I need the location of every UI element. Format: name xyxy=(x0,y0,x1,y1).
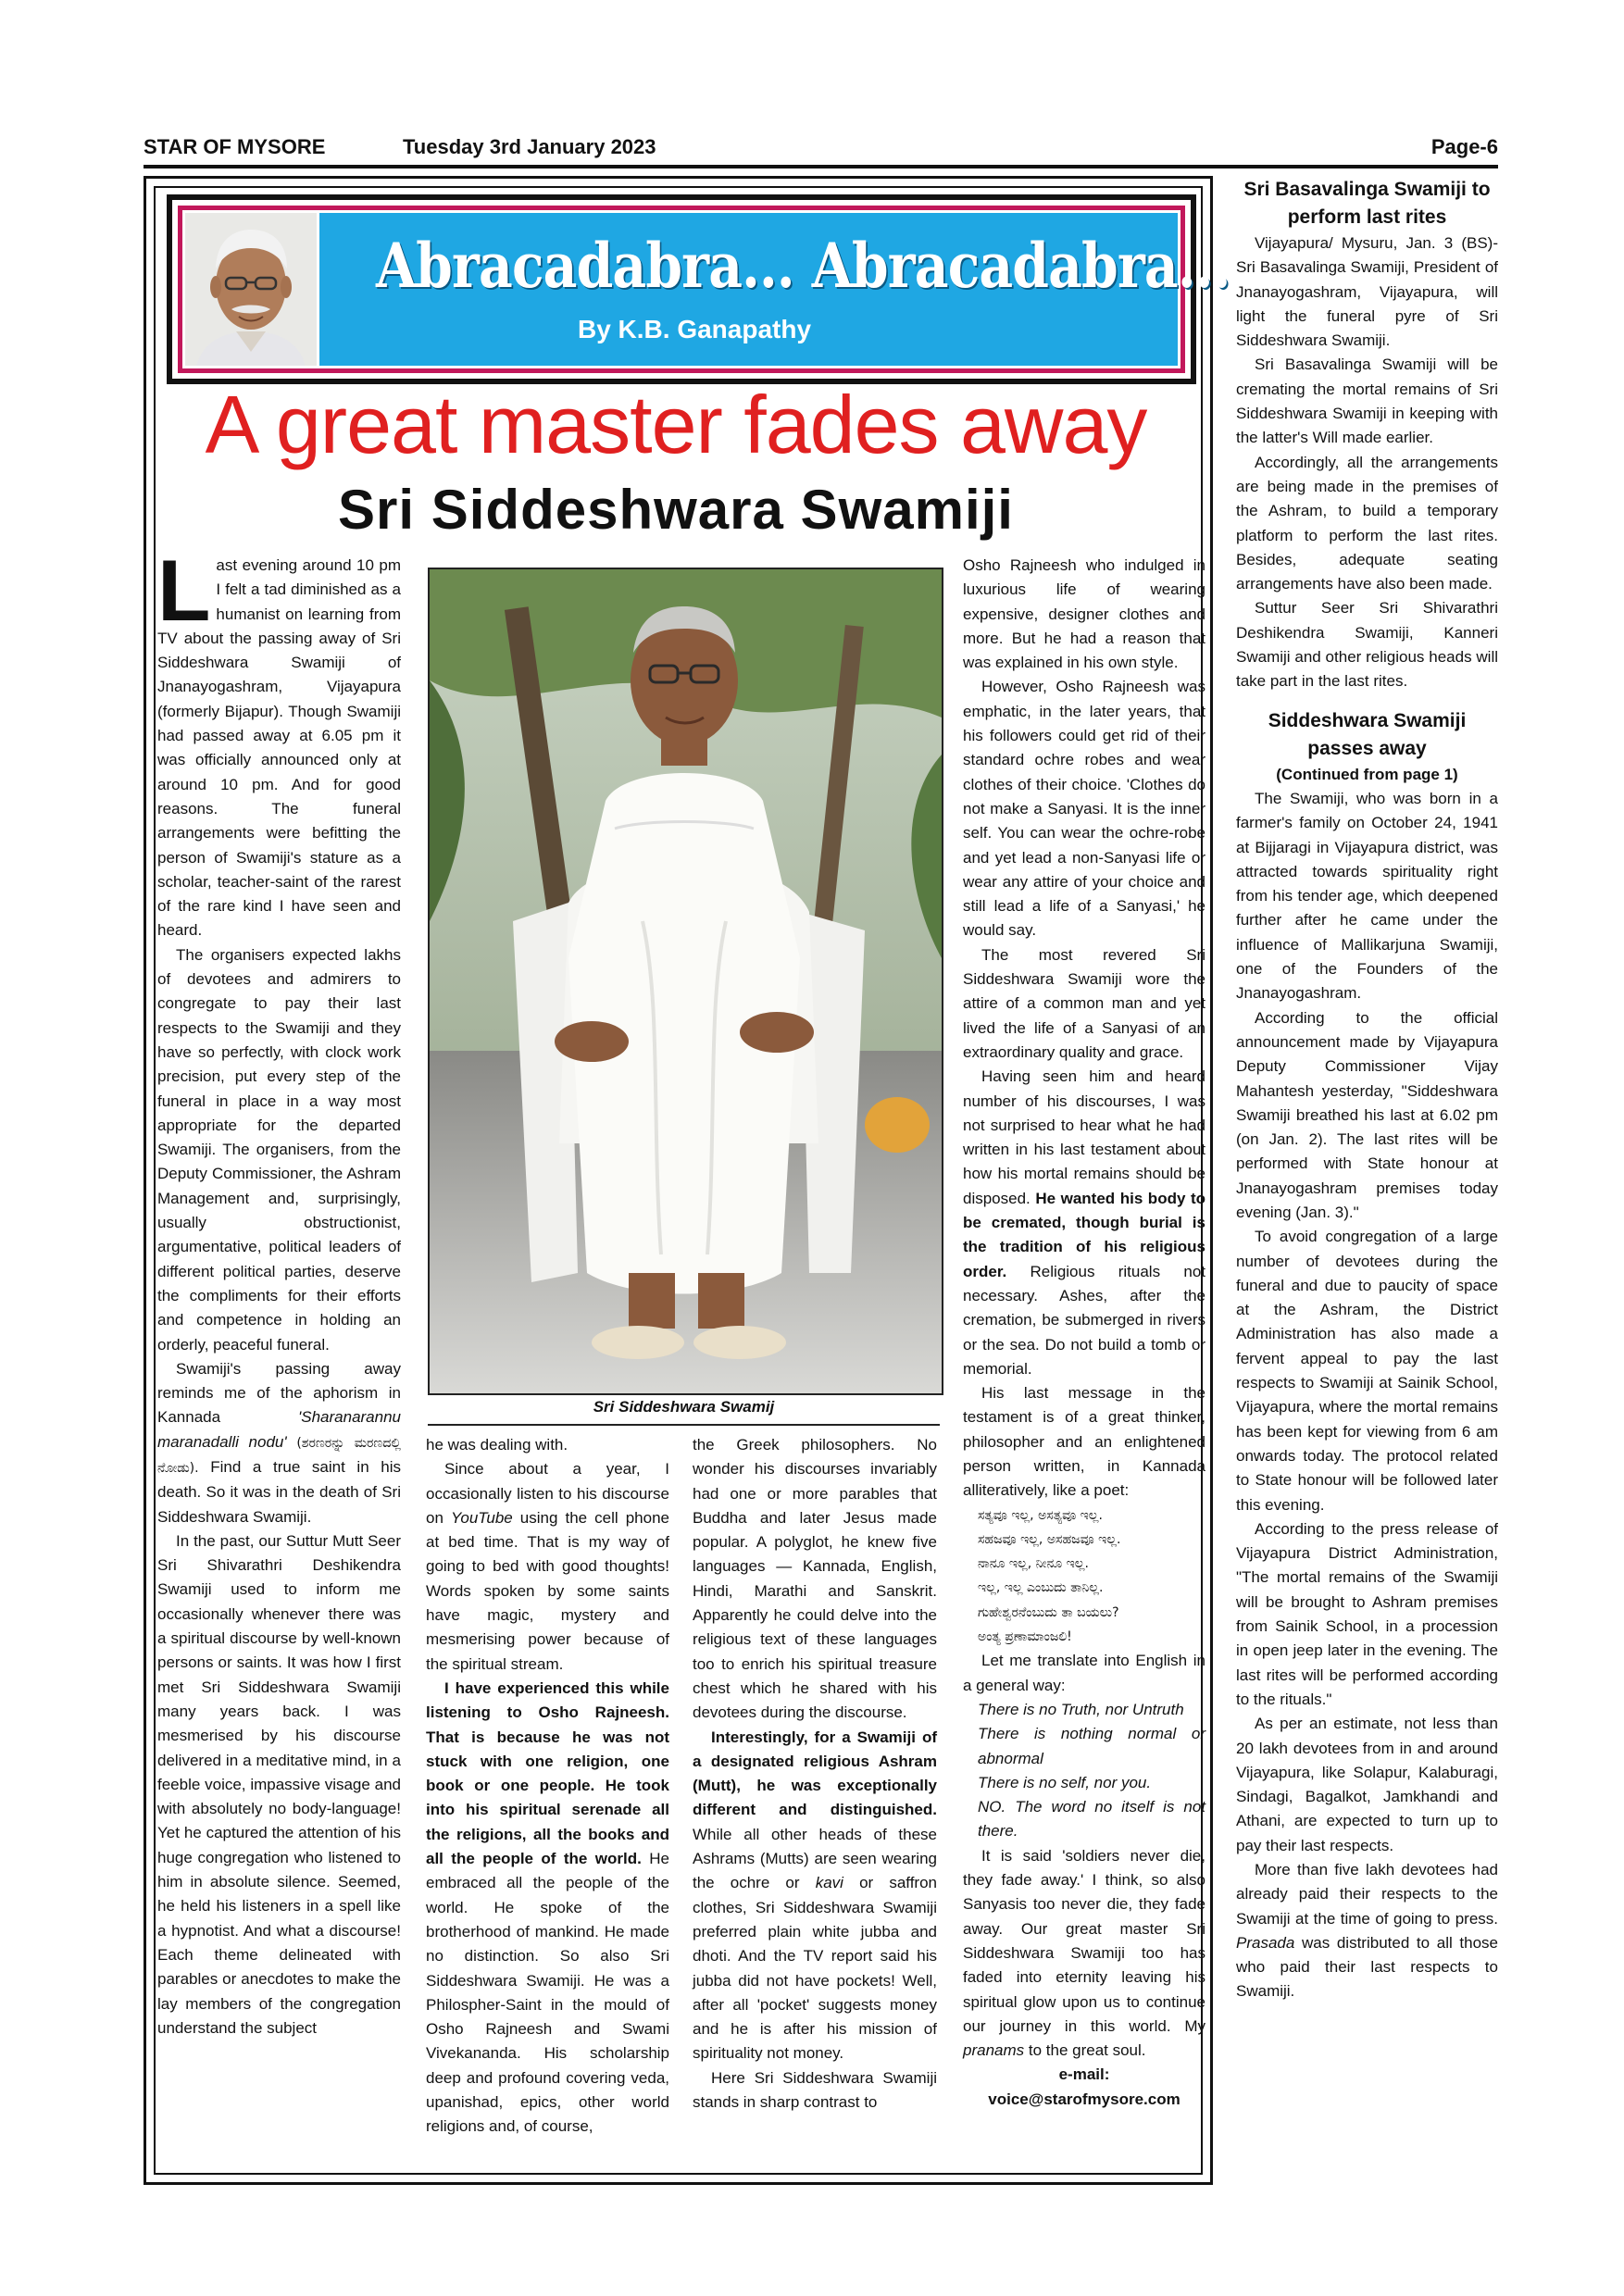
paragraph: However, Osho Rajneesh was emphatic, in the later years, that his followers could get rid of their standard ochre robes and wear clothes of their choice. 'Clothes do not make a Sanyasi. It is the inner self. You can wear the ochre-robe and yet lead a non-Sanyasi life or wear any attire of your choice and still lead a life of a Sanyasi,' he would say. xyxy=(963,678,1206,940)
paragraph: To avoid congregation of a large number of devotees during the funeral and due to paucity of space at the Ashram, the District Administration has also made a fervent appeal to pay the last respects to Swamiji at Sainik School, Vijayapura, where the mortal remains has been kept for viewing from 6 am onwards today. The protocol related to State honour will be followed later this evening. xyxy=(1236,1228,1498,1514)
swamiji-photo xyxy=(428,568,943,1395)
paragraph: According to the official announcement made by Vijayapura Deputy Commissioner Vijay Mahantesh yesterday, "Siddeshwara Swamiji breathed his last at 6.02 pm (on Jan. 2). The last rites will be performed with State honour at Jnanayogashram premises today evening (Jan. 3)." xyxy=(1236,1008,1498,1221)
paragraph: Interestingly, for a Swamiji of a designated religious Ashram (Mutt), he was exceptionally different and distinguished. While all other heads of these Ashrams (Mutts) are seen wearing the ochre or kavi or saffron clothes, Sri Siddeshwara Swamiji preferred plain white jubba and dhoti. And the TV report said his jubba did not have pockets! Well, after all 'pocket' suggests money and he is after his mission of spirituality not money. xyxy=(693,1728,937,2063)
paragraph: Vijayapura/ Mysuru, Jan. 3 (BS)- Sri Basavalinga Swamiji, President of Jnanayogashram, Vijayapura, will light the funeral pyre of Sri Siddeshwara Swamiji. xyxy=(1236,234,1498,350)
continued-note: (Continued from page 1) xyxy=(1276,765,1458,783)
paragraph: Here Sri Siddeshwara Swamiji stands in sharp contrast to xyxy=(693,2068,937,2112)
masthead xyxy=(144,135,1498,163)
paragraph: Osho Rajneesh who indulged in luxurious life of wearing expensive, designer clothes and more. But he had a reason that was explained in his own style. xyxy=(963,556,1206,672)
paragraph: Swamiji's passing away reminds me of the aphorism in Kannada 'Sharanarannu maranadalli nodu' (ಶರಣರನ್ನು ಮರಣದಲ್ಲಿ ನೋಡು). Find a true saint in his death. So it was in the death of Sri Siddeshwara Swamiji. xyxy=(157,1359,401,1526)
paragraph: the Greek philosophers. No wonder his discourses invariably had one or more parables that Buddha and later Jesus made popular. A polyglot, he knew five languages — Kannada, English, Hindi, Marathi and Sanskrit. Apparently he could delve into the religious text of these languages too to enrich his spiritual treasure chest which he shared with his devotees during the discourse. xyxy=(693,1436,937,1722)
paragraph: Suttur Seer Sri Shivarathri Deshikendra Swamiji, Kanneri Swamiji and other religious heads will take part in the last rites. xyxy=(1236,599,1498,691)
masthead-rule xyxy=(144,165,1498,168)
paragraph: Since about a year, I occasionally listen to his discourse on YouTube using the cell phone at bed time. That is my way of going to bed with good thoughts! Words spoken by some saints have magic, mystery and mesmerising power because of the spiritual stream. xyxy=(426,1460,669,1673)
paragraph: The Swamiji, who was born in a farmer's family on October 24, 1941 at Bijjaragi in Vijayapura district, was attracted towards spirituality right from his tender age, which deepened further after he came under the influence of Mallikarjuna Swamiji, one of the Founders of the Jnanayogashram. xyxy=(1236,789,1498,1003)
paragraph: It is said 'soldiers never die, they fade away.' I think, so also Sanyasis too never die, they fade away. Our great master Sri Siddeshwara Swamiji too has faded into eternity leaving his spiritual glow upon us to continue our journey in this world. My pranams to the great soul. xyxy=(963,1846,1206,2060)
english-poem: There is no Truth, nor Untruth There is nothing normal or abnormal There is no self, nor you. NO. The word no itself is not there. xyxy=(978,1700,1206,1841)
paragraph: he was dealing with. xyxy=(426,1436,568,1454)
author-portrait xyxy=(185,213,319,366)
paragraph: The organisers expected lakhs of devotees and admirers to congregate to pay their last respects to the Swamiji and they have so perfectly, with clock work precision, put every step of the funeral in place in a way most appropriate for the departed Swamiji. The organisers, from the Deputy Commissioner, the Ashram Management and, surprisingly, usually obstructionist, argumentative, political leaders of different political parties, deserve the compliments for their efforts and competence in holding an orderly, peaceful funeral. xyxy=(157,945,401,1354)
paragraph: His last message in the testament is of a great thinker, philosopher and an enlightened person written, in Kannada alliteratively, like a poet: xyxy=(963,1384,1206,1500)
paragraph: According to the press release of Vijayapura District Administration, "The mortal remains of the Swamiji will be brought to Ashram premises from Sainik School, in a procession in open jeep later in the evening. The last rites will be performed according to the rituals." xyxy=(1236,1519,1498,1708)
column-title: Abracadabra... Abracadabra... xyxy=(376,230,1230,302)
byline: By K.B. Ganapathy xyxy=(577,315,812,343)
article-column-2 xyxy=(426,1433,669,2140)
drop-cap: L xyxy=(157,542,211,639)
paragraph: I have experienced this while listening to Osho Rajneesh. That is because he was not stuck with one religion, one book or one people. He took into his spiritual serenade all the religions, all the books and all the people of the world. He embraced all the people of the world. He spoke of the brotherhood of mankind. He made no distinction. So also Sri Siddeshwara Swamiji. He was a Philospher-Saint in the mould of Osho Rajneesh and Swami Vivekananda. His scholarship deep and profound covering veda, upanishad, epics, other world religions and, of course, xyxy=(426,1678,669,2136)
page-number: Page-6 xyxy=(1430,135,1498,158)
paragraph: More than five lakh devotees had already paid their respects to the Swamiji at the time of going to press. Prasada was distributed to all those who paid their last respects to Swamiji. xyxy=(1236,1861,1498,2001)
sidebar-story-1-title: Sri Basavalinga Swamiji to perform last rites xyxy=(1243,179,1491,228)
paragraph: Having seen him and heard number of his discourses, I was not surprised to hear what he had written in his last testament about how his mortal remains should be disposed. He wanted his body to be cremated, though burial is the tradition of his religious order. Religious rituals not necessary. Ashes, after the cremation, be submerged in rivers or the sea. Do not build a tomb or memorial. xyxy=(963,1067,1206,1378)
paragraph: Let me translate into English in a general way: xyxy=(963,1652,1206,1694)
caption-rule xyxy=(428,1424,940,1426)
paragraph: In the past, our Suttur Mutt Seer Sri Shivarathri Deshikendra Swamiji used to inform me occasionally whenever there was a spiritual discourse by well-known persons or saints. It was how I first met Sri Siddeshwara Swamiji many years back. I was mesmerised by his discourse delivered in a meditative mind, in a feeble voice, impassive visage and with absolutely no body-language! Yet he captured the attention of his huge congregation who listened to him in absolute silence. Seemed, he held his listeners in a spell like a hypnotist. And what a discourse! Each theme delineated with parables or anecdotes to make the lay members of the congregation understand the subject xyxy=(157,1531,401,2037)
paragraph: The most revered Sri Siddeshwara Swamiji wore the attire of a common man and yet lived the life of a Sanyasi of an extraordinary quality and grace. xyxy=(963,945,1206,1061)
headline: A great master fades away xyxy=(205,379,1147,470)
photo-caption: Sri Siddeshwara Swamij xyxy=(593,1398,775,1416)
article-column-4 xyxy=(963,554,1206,2112)
paragraph: Sri Basavalinga Swamiji will be cremating the mortal remains of Sri Siddeshwara Swamiji in keeping with the latter's Will made earlier. xyxy=(1236,356,1498,447)
column-banner xyxy=(167,194,1230,384)
paragraph: Accordingly, all the arrangements are being made in the premises of the Ashram, to build a temporary platform to perform the last rites. Besides, adequate seating arrangements have also been made. xyxy=(1236,453,1498,593)
paragraph: As per an estimate, not less than 20 lakh devotees from in and around Vijayapura, like Solapur, Kalaburagi, Sindagi, Bagalkot, Jamkhandi and Athani, are expected to turn up to pay their last respects. xyxy=(1236,1715,1498,1854)
kannada-poem: ಸತ್ಯವೂ ಇಲ್ಲ, ಅಸತ್ಯವೂ ಇಲ್ಲ. ಸಹಜವೂ ಇಲ್ಲ, ಅಸಹಜವೂ ಇಲ್ಲ. ನಾನೂ ಇಲ್ಲ, ನೀನೂ ಇಲ್ಲ. ಇಲ್ಲ, ಇಲ್ಲ ಎಂಬುದು ತಾನಿಲ್ಲ. ಗುಹೇಶ್ವರನೆಂಬುದು ತಾ ಬಯಲು? ಅಂತ್ಯ ಪ್ರಣಾಮಾಂಜಲಿ! xyxy=(978,1507,1121,1645)
sidebar-story-2-title: Siddeshwara Swamiji passes away xyxy=(1268,709,1467,759)
email-label: e-mail: xyxy=(1058,2065,1110,2084)
paper-name: STAR OF MYSORE xyxy=(144,135,326,158)
article-column-1 xyxy=(157,542,401,2040)
issue-date: Tuesday 3rd January 2023 xyxy=(403,135,656,158)
article-column-3 xyxy=(693,1433,937,2115)
paragraph: ast evening around 10 pm I felt a tad diminished as a humanist on learning from TV about the passing away of Sri Siddeshwara Swamiji of Jnanayogashram, Vijayapura (formerly Bijapur). Though Swamiji had passed away at 6.05 pm it was officially announced only at around 10 pm. And for good reasons. The funeral arrangements were befitting the person of Swamiji's stature as a scholar, teacher-saint of the rarest of the rare kind I have seen and heard. xyxy=(157,556,401,940)
subheadline: Sri Siddeshwara Swamiji xyxy=(338,479,1014,541)
sidebar xyxy=(1236,176,1498,2004)
author-email: voice@starofmysore.com xyxy=(988,2090,1181,2108)
